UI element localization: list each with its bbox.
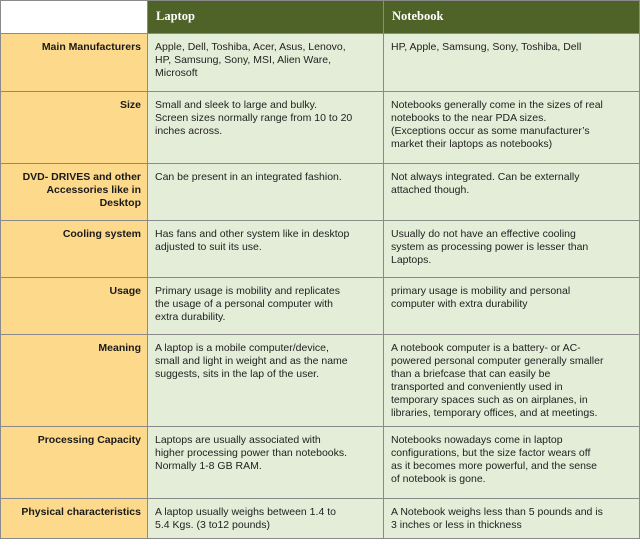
row-label — [1, 34, 148, 92]
table-row — [1, 427, 640, 499]
notebook-cell — [384, 221, 640, 278]
laptop-cell-text: Primary usage is mobility and replicates the usage of a personal computer with extra durability. — [155, 285, 340, 323]
row-label — [1, 278, 148, 335]
row-label — [1, 92, 148, 164]
laptop-cell — [148, 278, 384, 335]
row-label-text: Processing Capacity — [37, 434, 141, 446]
notebook-cell-text: A Notebook weighs less than 5 pounds and is 3 inches or less in thickness — [391, 506, 603, 531]
notebook-cell — [384, 34, 640, 92]
row-label — [1, 164, 148, 221]
laptop-cell — [148, 164, 384, 221]
laptop-cell-text: Small and sleek to large and bulky. Screen sizes normally range from 10 to 20 inches across. — [155, 99, 353, 137]
notebook-cell-text: Usually do not have an effective cooling system as processing power is lesser than Laptops. — [391, 228, 589, 266]
table-row — [1, 335, 640, 427]
laptop-cell — [148, 335, 384, 427]
notebook-cell-text: HP, Apple, Samsung, Sony, Toshiba, Dell — [391, 41, 582, 53]
row-label — [1, 221, 148, 278]
corner-cell — [1, 1, 148, 34]
notebook-cell-text: A notebook computer is a battery- or AC- powered personal computer generally smaller than a briefcase that can easily be transported and conveniently used in temporary spaces such as on airplanes, in libraries, temporary offices, and at meetings. — [391, 342, 604, 419]
table-row — [1, 221, 640, 278]
row-label-text: DVD- DRIVES and other Accessories like in Desktop — [22, 171, 141, 209]
notebook-cell-text: Notebooks generally come in the sizes of real notebooks to the near PDA sizes. (Exceptions occur as some manufacturer’s market their laptops as notebooks) — [391, 99, 603, 150]
header-row — [1, 1, 640, 34]
table-row — [1, 499, 640, 539]
notebook-cell — [384, 427, 640, 499]
column-header-notebook: Notebook — [384, 1, 640, 34]
table-row — [1, 34, 640, 92]
laptop-cell — [148, 92, 384, 164]
table-row — [1, 92, 640, 164]
notebook-cell-text: primary usage is mobility and personal computer with extra durability — [391, 285, 571, 310]
notebook-cell-text: Notebooks nowadays come in laptop configurations, but the size factor wears off as it becomes more powerful, and the sense of notebook is gone. — [391, 434, 598, 485]
laptop-cell — [148, 499, 384, 539]
row-label — [1, 499, 148, 539]
notebook-cell-text: Not always integrated. Can be externally attached though. — [391, 171, 580, 196]
laptop-cell-text: Apple, Dell, Toshiba, Acer, Asus, Lenovo, HP, Samsung, Sony, MSI, Alien Ware, Microsoft — [155, 41, 346, 79]
row-label-text: Main Manufacturers — [41, 41, 141, 53]
laptop-cell-text: A laptop is a mobile computer/device, small and light in weight and as the name suggests, sits in the lap of the user. — [155, 342, 348, 380]
laptop-cell — [148, 34, 384, 92]
laptop-cell-text: Laptops are usually associated with higher processing power than notebooks. Normally 1-8 GB RAM. — [155, 434, 348, 472]
table-row — [1, 278, 640, 335]
column-header-laptop: Laptop — [148, 1, 384, 34]
laptop-cell — [148, 427, 384, 499]
laptop-cell-text: A laptop usually weighs between 1.4 to 5.4 Kgs. (3 to12 pounds) — [155, 506, 336, 531]
laptop-cell-text: Can be present in an integrated fashion. — [155, 171, 342, 183]
laptop-cell-text: Has fans and other system like in desktop adjusted to suit its use. — [155, 228, 350, 253]
row-label-text: Meaning — [98, 342, 141, 354]
notebook-cell — [384, 335, 640, 427]
row-label-text: Size — [119, 99, 141, 111]
row-label — [1, 335, 148, 427]
row-label-text: Usage — [109, 285, 141, 297]
notebook-cell — [384, 92, 640, 164]
laptop-cell — [148, 221, 384, 278]
row-label-text: Cooling system — [62, 228, 141, 240]
row-label — [1, 427, 148, 499]
notebook-cell — [384, 164, 640, 221]
table-row — [1, 164, 640, 221]
notebook-cell — [384, 278, 640, 335]
notebook-cell — [384, 499, 640, 539]
row-label-text: Physical characteristics — [21, 506, 141, 518]
